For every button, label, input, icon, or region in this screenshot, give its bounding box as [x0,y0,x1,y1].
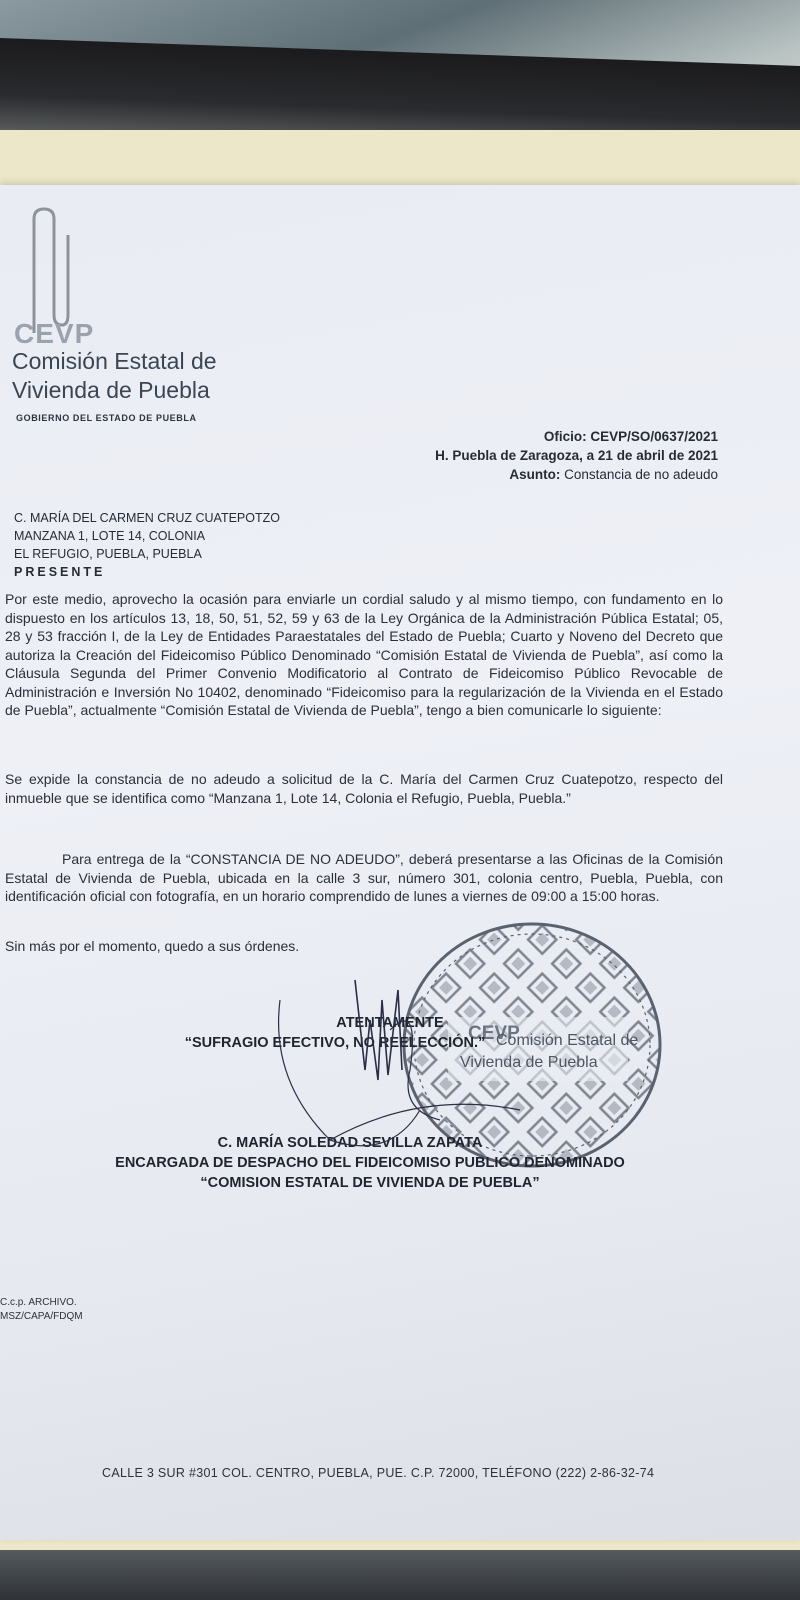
paperclip-icon [22,205,72,335]
recipient-address-2: EL REFUGIO, PUEBLA, PUEBLA [14,547,202,561]
footer-address: CALLE 3 SUR #301 COL. CENTRO, PUEBLA, PUE. C.P. 72000, TELÉFONO (222) 2-86-32-74 [102,1466,655,1480]
recipient-block [14,509,280,581]
recipient-address-1: MANZANA 1, LOTE 14, COLONIA [14,529,206,543]
cc-initials: MSZ/CAPA/FDQM [0,1311,83,1322]
paragraph-2: Se expide la constancia de no adeudo a solicitud de la C. María del Carmen Cruz Cuatepotzo, respecto del inmueble que se identifica como “Manzana 1, Lote 14, Colonia el Refugio, Puebla, Puebla.” [5,771,723,806]
seal-line2: Vivienda de Puebla [460,1054,598,1071]
organization-name-line2: Vivienda de Puebla [12,377,210,403]
signer-title-1: ENCARGADA DE DESPACHO DEL FIDEICOMISO PUBLICO DENOMINADO [115,1155,625,1171]
letter-meta [435,427,718,484]
carbon-copy [0,1296,83,1324]
closing: ATENTAMENTE [336,1015,444,1031]
cevp-logo: CEVP [14,318,95,349]
cc-archive: C.c.p. ARCHIVO. [0,1297,77,1308]
recipient-presente: PRESENTE [14,565,106,579]
government-label: GOBIERNO DEL ESTADO DE PUEBLA [16,413,197,423]
paragraph-1: Por este medio, aprovecho la ocasión para enviarle un cordial saludo y al mismo tiempo, con fundamento en lo dispuesto en los artículos 13, 18, 50, 51, 52, 59 y 63 de la Ley Orgánica de la Administración Pública Estatal; 05, 28 y 53 fracción I, de la Ley de Entidades Paraestatales del Estado de Puebla; Cuarto y Noveno del Decreto que autoriza la Creación del Fideicomiso Público Denominado “Comisión Estatal de Vivienda de Puebla”, así como la Cláusula Segunda del Primer Convenio Modificatorio al Contrato de Fideicomiso Público Revocable de Administración e Inversión No 10402, denominado “Fideicomiso para la regularización de la Vivienda en el Estado de Puebla”, actualmente “Comisión Estatal de Vivienda de Puebla”, tengo a bien comunicarle lo siguiente: [5,591,723,718]
signer-title-2: “COMISION ESTATAL DE VIVIENDA DE PUEBLA” [200,1175,540,1191]
recipient-name: C. MARÍA DEL CARMEN CRUZ CUATEPOTZO [14,511,280,525]
handwritten-signature [270,960,540,1160]
oficio-line [435,427,718,446]
signer-name: C. MARÍA SOLEDAD SEVILLA ZAPATA [217,1135,483,1151]
organization-name-line1: Comisión Estatal de [12,348,217,374]
place-date: H. Puebla de Zaragoza, a 21 de abril de 2021 [435,448,718,463]
organization-name [12,347,217,405]
asunto-label: Asunto: [509,467,561,482]
oficio-value: CEVP/SO/0637/2021 [590,429,718,444]
asunto-line [435,465,718,484]
asunto-value: Constancia de no adeudo [564,467,718,482]
seal-line1: Comisión Estatal de [496,1032,639,1049]
motto: “SUFRAGIO EFECTIVO, NO REELECCIÓN.” [184,1035,486,1051]
oficio-label: Oficio: [543,429,587,444]
paragraph-3: Para entrega de la “CONSTANCIA DE NO ADEUDO”, deberá presentarse a las Oficinas de la Comisión Estatal de Vivienda de Puebla, ubicada en la calle 3 sur, número 301, colonia centro, Puebla, Puebla, con identificación oficial con fotografía, en un horario comprendido de lunes a viernes de 09:00 a 15:00 horas. [5,851,723,904]
paragraph-4: Sin más por el momento, quedo a sus órdenes. [5,938,300,954]
seal-logo: CEVP [468,1023,520,1044]
